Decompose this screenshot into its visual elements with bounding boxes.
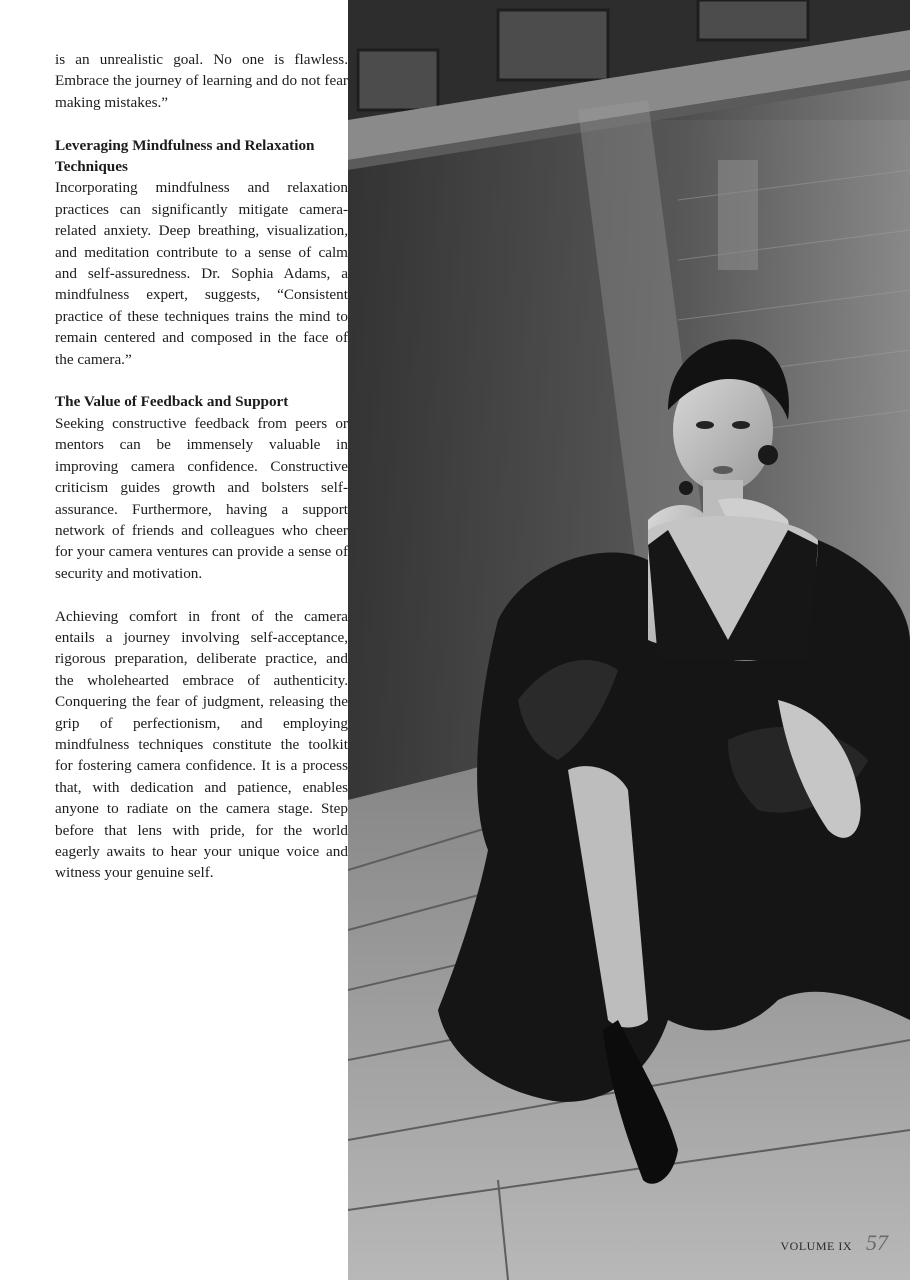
fashion-photo xyxy=(348,0,910,1280)
article-intro-paragraph: is an unrealistic goal. No one is flawless. Embrace the journey of learning and do not fear making mistakes.” xyxy=(55,51,348,111)
section-body-feedback: Seeking constructive feedback from peers or mentors can be immensely valuable in improving camera confidence. Constructive criticism guides growth and bolsters self-assurance. Furthermore, having a support network of friends and colleagues who cheer for your camera ventures can provide a sense of security and motivation. xyxy=(55,414,348,582)
section-heading-mindfulness: Leveraging Mindfulness and Relaxation Techniques xyxy=(55,136,315,176)
article-conclusion-paragraph: Achieving comfort in front of the camera entails a journey involving self-acceptance, rigorous preparation, deliberate practice, and the wholehearted embrace of authenticity. Conquering the fear of judgment, releasing the grip of perfectionism, and employing mindfulness techniques constitute the toolkit for fostering camera confidence. It is a process that, with dedication and patience, enables anyone to radiate on the camera stage. Step before that lens with pride, for the world eagerly awaits to hear your unique voice and witness your genuine self. xyxy=(55,607,348,882)
volume-label: VOLUME IX xyxy=(780,1239,852,1253)
article-text-column xyxy=(55,49,348,884)
page-number: 57 xyxy=(866,1230,888,1255)
page-folio xyxy=(781,1230,889,1256)
section-heading-feedback: The Value of Feedback and Support xyxy=(55,393,289,411)
section-body-mindfulness: Incorporating mindfulness and relaxation practices can significantly mitigate camera-related anxiety. Deep breathing, visualization, and meditation contribute to a sense of calm and self-assuredness. Dr. Sophia Adams, a mindfulness expert, suggests, “Consistent practice of these techniques trains the mind to remain centered and composed in the face of the camera.” xyxy=(55,179,348,368)
